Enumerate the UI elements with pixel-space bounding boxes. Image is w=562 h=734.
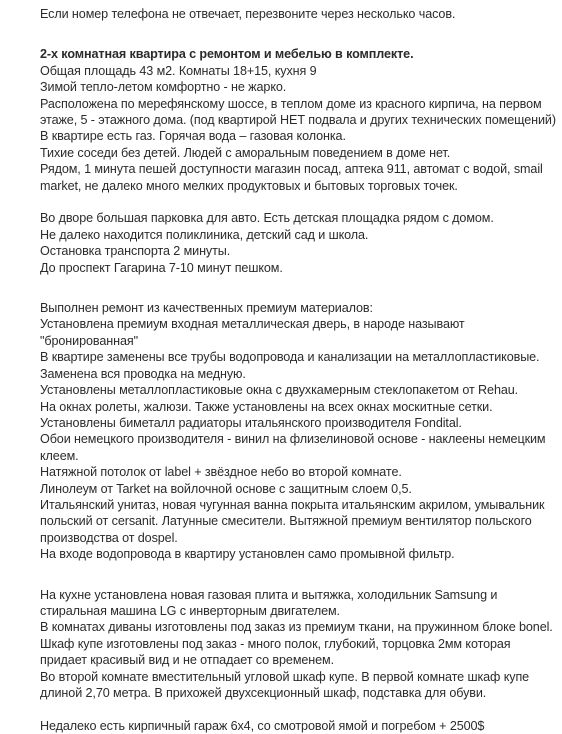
text-line: До проспект Гагарина 7-10 минут пешком. [40,260,283,275]
text-line: Недалеко есть кирпичный гараж 6х4, со смотровой ямой и погребом + 2500$ [40,718,485,733]
intro-note [40,6,558,22]
text-line: Зимой тепло-летом комфортно - не жарко. [40,80,287,95]
text-line: Шкаф купе изготовлены под заказ - много полок, глубокий, торцовка 2мм которая придает красивый вид и не отпадает со временем. [40,636,514,668]
text-line: В квартире заменены все трубы водопровода и канализации на металлопластиковые. [40,350,540,365]
text-line: На окнах ролеты, жалюзи. Также установлены на всех окнах москитные сетки. [40,399,493,414]
text-line: Выполнен ремонт из качественных премиум материалов: [40,301,373,316]
apartment-description [40,46,558,194]
text-line: Линолеум от Tarket на войлочной основе с защитным слоем 0,5. [40,481,412,496]
text-line: Во второй комнате вместительный угловой шкаф купе. В первой комнате шкаф купе длиной 2,70 метра. В прихожей двухсекционный шкаф, подставка для обуви. [40,669,533,701]
neighborhood-description [40,210,558,276]
text-line: В квартире есть газ. Горячая вода – газовая колонка. [40,129,346,144]
listing-document [40,6,558,734]
listing-heading: 2-х комнатная квартира с ремонтом и мебелью в комплекте. [40,47,414,62]
text-line: Во дворе большая парковка для авто. Есть детская площадка рядом с домом. [40,211,494,226]
garage-description [40,718,558,734]
text-line: На входе водопровода в квартиру установлен само промывной фильтр. [40,547,455,562]
text-line: Установлена премиум входная металлическая дверь, в народе называют "бронированная" [40,317,468,348]
text-line: Не далеко находится поликлиника, детский сад и школа. [40,227,369,242]
text-line: Обои немецкого производителя - винил на флизелиновой основе - наклеены немецким клеем. [40,432,549,463]
text-line: Рядом, 1 минута пешей доступности магазин посад, аптека 911, автомат с водой, smail market, не далеко много мелких продуктовых и бытовых торговых точек. [40,162,547,193]
renovation-description [40,300,558,563]
text-line: Общая площадь 43 м2. Комнаты 18+15, кухня 9 [40,63,317,78]
text-line: Установлены биметалл радиаторы итальянского производителя Fondital. [40,415,462,430]
text-line: Установлены металлопластиковые окна с двухкамерным стеклопакетом от Rehau. [40,383,519,398]
text-line: В комнатах диваны изготовлены под заказ из премиум ткани, на пружинном блоке bonel. [40,620,553,635]
text-line: Тихие соседи без детей. Людей с аморальным поведением в доме нет. [40,145,451,160]
furniture-description [40,587,558,702]
text-line: Остановка транспорта 2 минуты. [40,244,231,259]
text-line: Итальянский унитаз, новая чугунная ванна покрыта итальянским акрилом, умывальник польский от cersanit. Латунные смесители. Вытяжной премиум вентилятор польского производства от dospel. [40,497,548,545]
text-line: На кухне установлена новая газовая плита и вытяжка, холодильник Samsung и стиральная машина LG с инверторным двигателем. [40,587,501,618]
text-line: Расположена по мерефянскому шоссе, в теплом доме из красного кирпича, на первом этаже, 5 - этажного дома. (под квартирой НЕТ подвала и других технических помещений) [40,96,556,128]
text-line: Натяжной потолок от label + звёздное небо во второй комнате. [40,465,402,480]
intro-text: Если номер телефона не отвечает, перезвоните через несколько часов. [40,7,456,21]
text-line: Заменена вся проводка на медную. [40,366,246,381]
